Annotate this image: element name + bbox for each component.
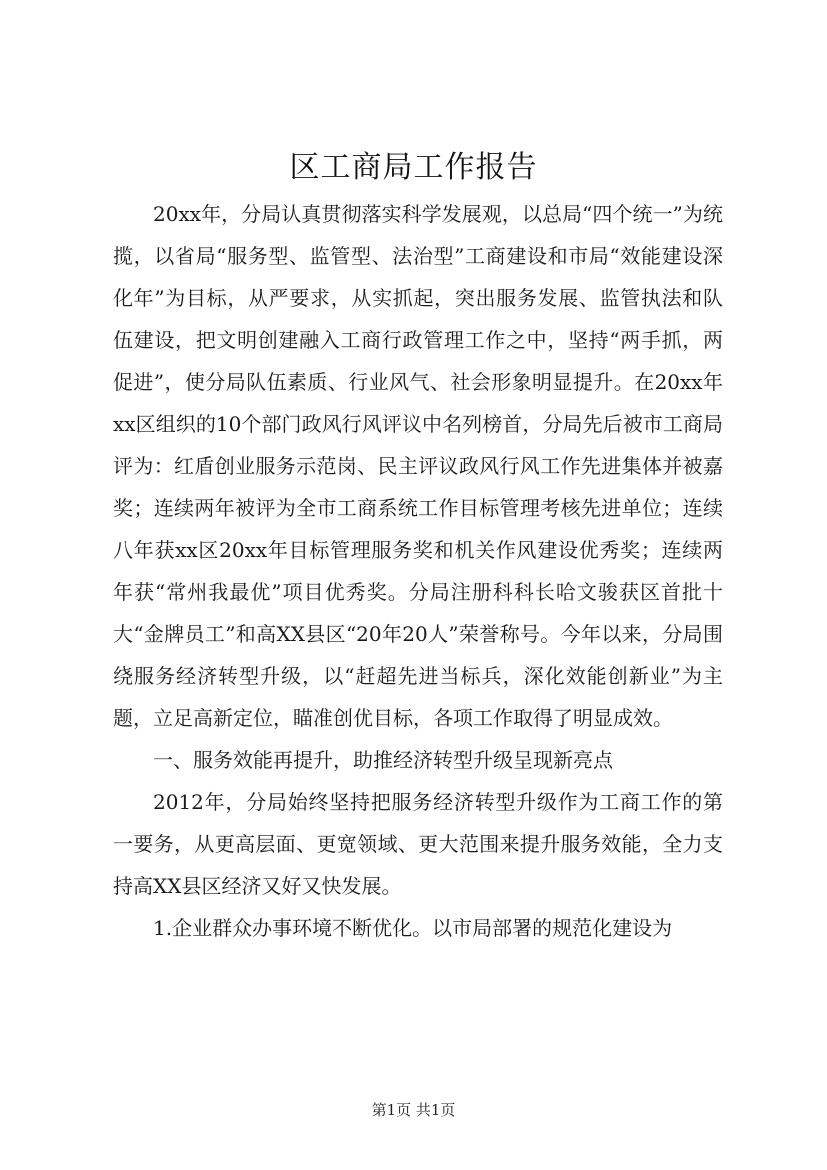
page-number-footer: 第1页 共1页: [371, 1101, 456, 1119]
document-body: [113, 193, 723, 949]
section-heading-1: 一、服务效能再提升，助推经济转型升级呈现新亮点: [153, 748, 613, 772]
document-title: 区工商局工作报告: [289, 150, 538, 185]
paragraph-intro: 20xx年，分局认真贯彻落实科学发展观，以总局“四个统一”为统揽，以省局“服务型、监管型、法治型”工商建设和市局“效能建设深化年”为目标，从严要求，从实抓起，突出服务发展、监管执法和队伍建设，把文明创建融入工商行政管理工作之中，坚持“两手抓，两促进”，使分局队伍素质、行业风气、社会形象明显提升。在20xx年xx区组织的10个部门政风行风评议中名列榜首，分局先后被市工商局评为：红盾创业服务示范岗、民主评议政风行风工作先进集体并被嘉奖；连续两年被评为全市工商系统工作目标管理考核先进单位；连续八年获xx区20xx年目标管理服务奖和机关作风建设优秀奖；连续两年获“常州我最优”项目优秀奖。分局注册科科长哈文骏获区首批十大“金牌员工”和高XX县区“20年20人”荣誉称号。今年以来，分局围绕服务经济转型升级，以“赶超先进当标兵，深化效能创新业”为主题，立足高新定位，瞄准创优目标，各项工作取得了明显成效。: [113, 202, 723, 730]
paragraph-item-1: 1.企业群众办事环境不断优化。以市局部署的规范化建设为: [153, 916, 673, 940]
paragraph-2012: 2012年，分局始终坚持把服务经济转型升级作为工商工作的第一要务，从更高层面、更宽领域、更大范围来提升服务效能，全力支持高XX县区经济又好又快发展。: [113, 790, 723, 898]
